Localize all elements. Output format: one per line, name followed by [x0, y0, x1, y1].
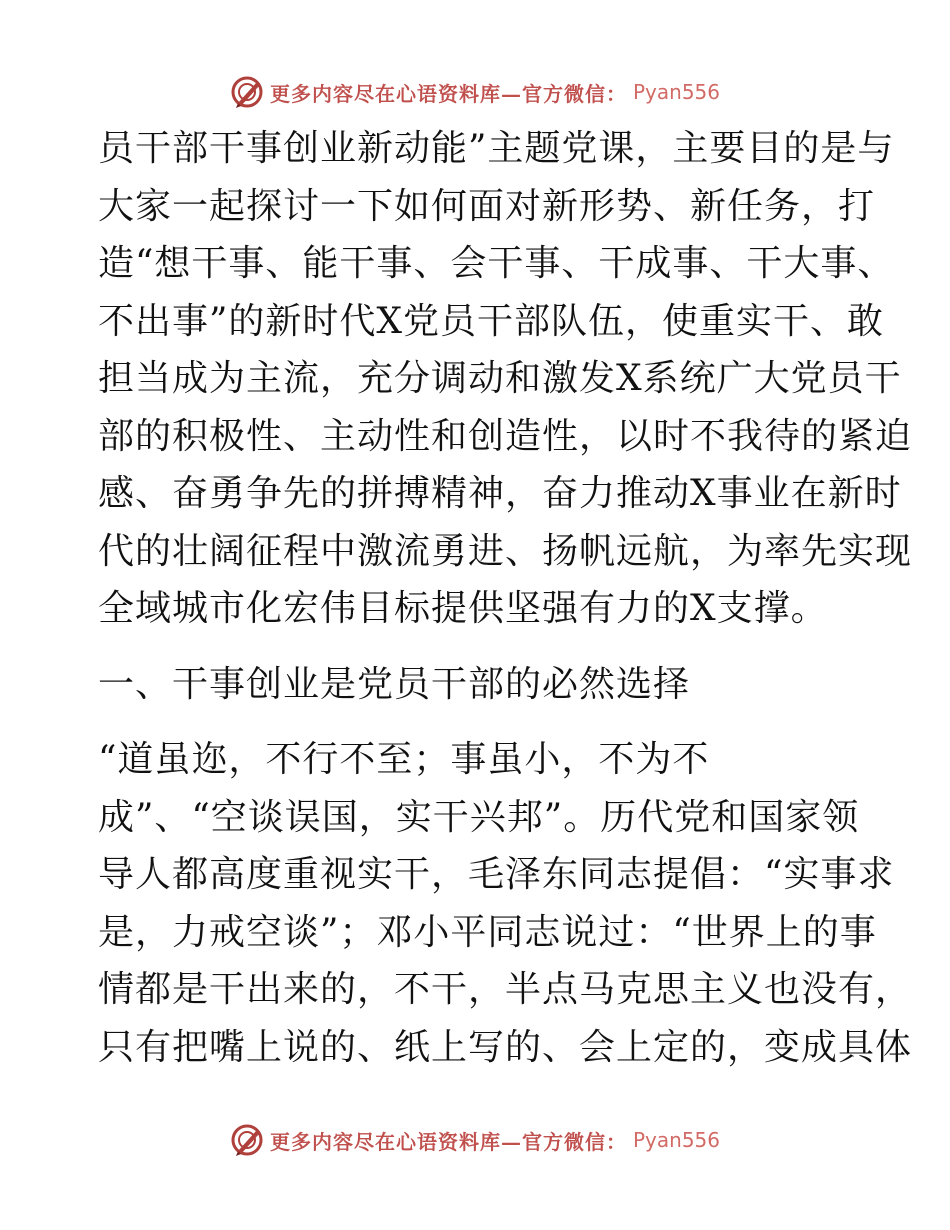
footer-watermark — [0, 1120, 950, 1160]
pen-logo-icon — [230, 75, 264, 109]
body-line: 大家一起探讨一下如何面对新形势、新任务，打 — [98, 185, 876, 227]
body-line: 全域城市化宏伟目标提供坚强有力的X支撑。 — [98, 588, 828, 629]
body-line: 代的壮阔征程中激流勇进、扬帆远航，为率先实现 — [98, 530, 913, 572]
footer-banner-inner — [230, 1123, 720, 1157]
section-heading: 一、干事创业是党员干部的必然选择 — [98, 663, 691, 705]
header-watermark — [0, 72, 950, 112]
body-line: 感、奋勇争先的拼搏精神，奋力推动X事业在新时 — [98, 473, 902, 514]
body-line: 担当成为主流，充分调动和激发X系统广大党员干 — [98, 358, 902, 399]
body-line: 不出事”的新时代X党员干部队伍，使重实干、敢 — [98, 300, 885, 342]
body-line: 造“想干事、能干事、会干事、干成事、干大事、 — [98, 243, 895, 284]
header-banner-text: 更多内容尽在心语资料库—官方微信： — [269, 81, 627, 106]
footer-banner-text: 更多内容尽在心语资料库—官方微信： — [269, 1129, 627, 1154]
pen-logo-icon — [230, 1123, 264, 1157]
body-line: 部的积极性、主动性和创造性，以时不我待的紧迫 — [98, 415, 913, 457]
header-banner-inner — [230, 75, 720, 109]
body-line: 是，力戒空谈”；邓小平同志说过：“世界上的事 — [98, 911, 877, 953]
body-line: 员干部干事创业新动能”主题党课，主要目的是与 — [98, 128, 895, 169]
paragraph-gap — [98, 638, 858, 656]
paragraph-gap — [98, 713, 858, 731]
body-line: 成”、“空谈误国，实干兴邦”。历代党和国家领 — [98, 796, 860, 838]
body-line: 导人都高度重视实干，毛泽东同志提倡：“实事求 — [98, 854, 895, 895]
footer-banner-contact: Pyan556 — [632, 1128, 720, 1152]
body-line: 情都是干出来的，不干，半点马克思主义也没有， — [98, 969, 913, 1010]
document-body — [98, 120, 913, 1076]
body-line: 只有把嘴上说的、纸上写的、会上定的，变成具体 — [98, 1026, 913, 1068]
body-line: “道虽迩，不行不至；事虽小，不为不 — [98, 739, 710, 780]
header-banner-contact: Pyan556 — [632, 80, 720, 104]
